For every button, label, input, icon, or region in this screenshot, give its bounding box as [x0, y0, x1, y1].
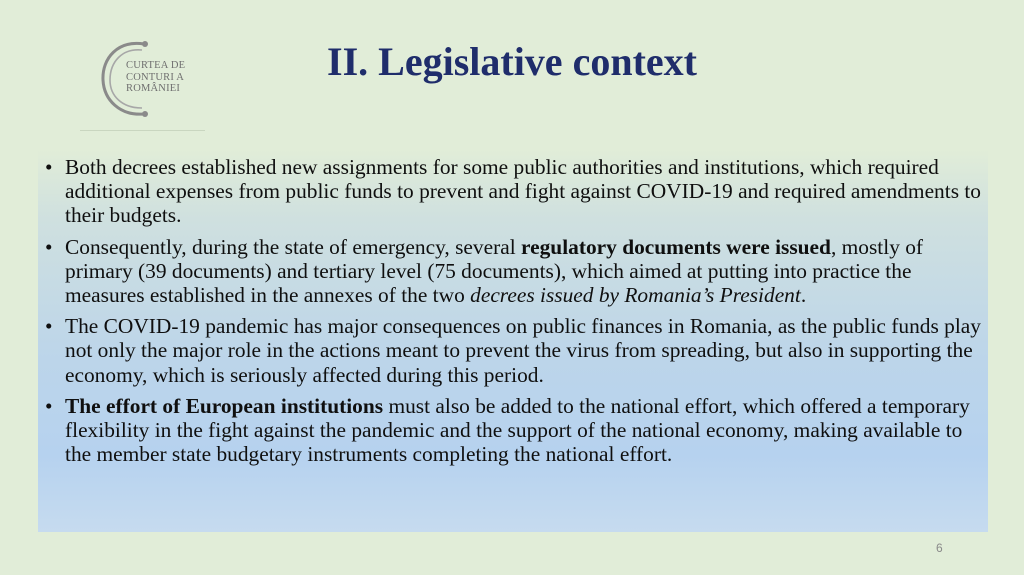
- bullet-text: The COVID-19 pandemic has major consequences on public finances in Romania, as the public funds play not only the major role in the actions meant to prevent the virus from spreading, but also in supporting the economy, which is seriously affected during this period.: [65, 314, 981, 387]
- bullet-list: [45, 155, 985, 473]
- logo-line-2: CONTURI A: [126, 71, 185, 83]
- page-number: 6: [936, 541, 943, 555]
- bullet-text: decrees issued by Romania’s President: [470, 283, 801, 308]
- bullet-marker: •: [45, 393, 53, 418]
- logo-line-3: ROMÂNIEI: [126, 83, 181, 94]
- logo-divider: [80, 130, 205, 131]
- logo-line-1: CURTEA DE: [126, 60, 186, 71]
- bullet-marker: •: [45, 314, 53, 339]
- bullet-text: .: [800, 283, 807, 308]
- bullet-text: , mostly of primary (39 documents) and tertiary level (75 documents), which aimed at putting into practice the measures established in the annexes of the two: [65, 234, 924, 308]
- bullet-marker: •: [45, 155, 53, 179]
- bullet-item: [45, 155, 985, 228]
- bullet-item: [45, 235, 985, 308]
- bullet-text: Both decrees established new assignments for some public authorities and institutions, which required additional expenses from public funds to prevent and fight against COVID-19 and required amendments to their budgets.: [65, 155, 982, 228]
- bullet-text: must also be added to the national effort, which offered a temporary flexibility in the fight against the pandemic and the support of the national economy, making available to the member state budgetary instruments completing the national effort.: [65, 393, 970, 467]
- bullet-marker: •: [45, 234, 53, 259]
- slide-title: II. Legislative context: [327, 39, 697, 84]
- bullet-text: Consequently, during the state of emergency, several: [65, 234, 521, 259]
- bullet-text: The effort of European institutions: [65, 393, 384, 418]
- bullet-item: [45, 394, 985, 467]
- bullet-text: regulatory documents were issued: [521, 234, 831, 259]
- bullet-item: [45, 314, 985, 387]
